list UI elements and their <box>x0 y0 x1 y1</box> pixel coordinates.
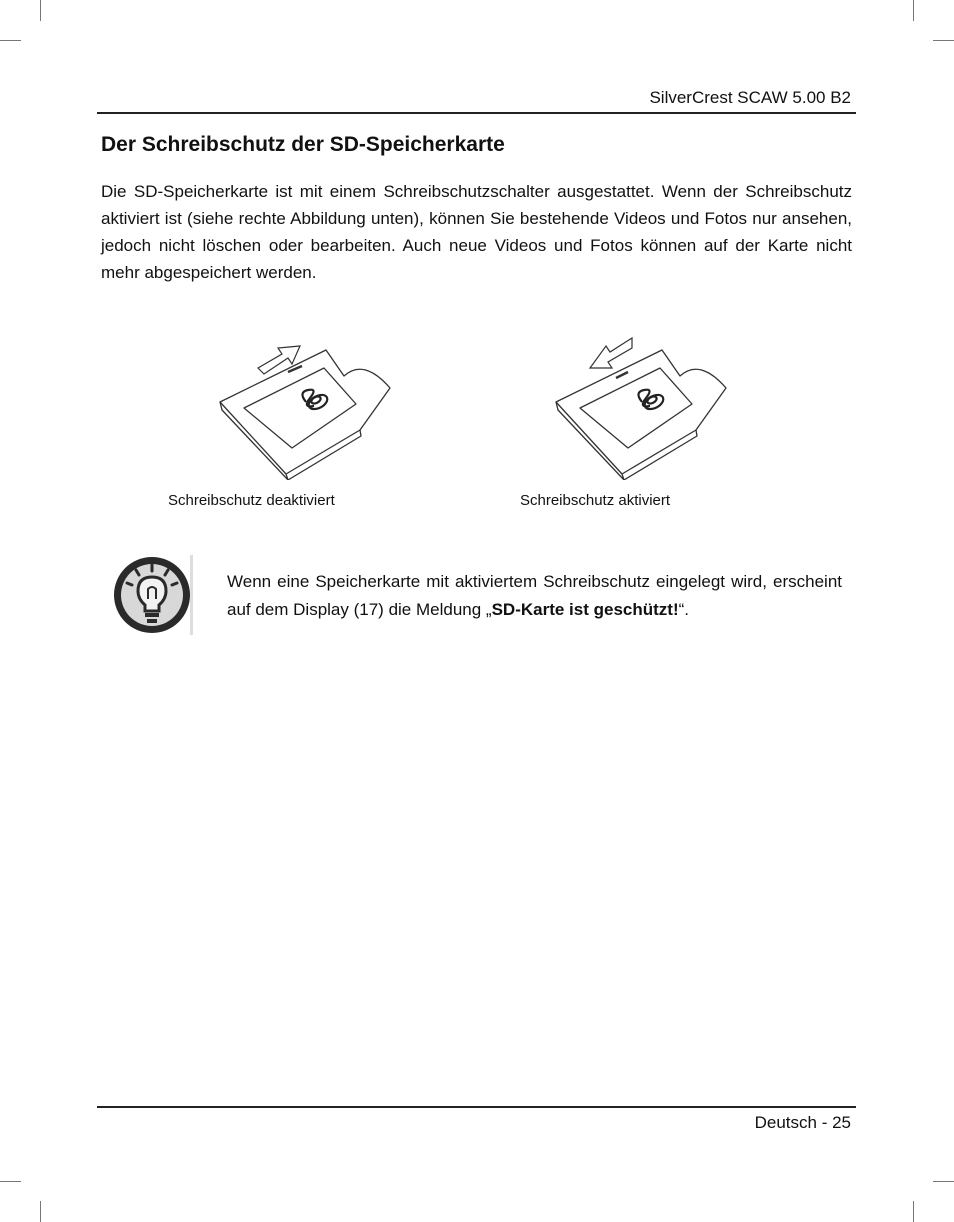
crop-mark <box>0 40 21 41</box>
footer-rule <box>97 1106 856 1108</box>
header-rule <box>97 112 856 114</box>
crop-mark <box>933 1181 954 1182</box>
section-title: Der Schreibschutz der SD-Speicherkarte <box>101 133 505 156</box>
tip-text: Wenn eine Speicherkarte mit aktiviertem Schreibschutz eingelegt wird, erscheint auf dem Display (17) die Meldung „SD-Karte ist geschützt!“. <box>227 572 842 619</box>
figure-sd-card-unlocked <box>168 328 400 509</box>
crop-mark <box>40 0 41 21</box>
crop-mark <box>933 40 954 41</box>
crop-mark <box>913 0 914 21</box>
crop-mark <box>40 1201 41 1222</box>
arrow-down-left-icon <box>590 338 632 368</box>
figure-sd-card-locked <box>520 328 736 509</box>
footer-page-number: Deutsch - 25 <box>754 1113 851 1132</box>
section-body-text: Die SD-Speicherkarte ist mit einem Schreibschutzschalter ausgestattet. Wenn der Schreibschutz aktiviert ist (siehe rechte Abbildung unten), können Sie bestehende Videos und Fotos nur ansehen, jedoch nicht löschen oder bearbeiten. Auch neue Videos und Fotos können auf der Karte nicht mehr abgespeichert werden. <box>101 182 852 282</box>
crop-mark <box>0 1181 21 1182</box>
figure-caption-locked: Schreibschutz aktiviert <box>520 492 671 509</box>
sd-card-illustration <box>210 328 400 480</box>
document-header-title: SilverCrest SCAW 5.00 B2 <box>649 88 851 107</box>
figure-caption-unlocked: Schreibschutz deaktiviert <box>168 492 335 509</box>
crop-mark <box>913 1201 914 1222</box>
lightbulb-icon <box>110 553 196 642</box>
tip-message-bold: SD-Karte ist geschützt! <box>491 600 679 619</box>
sd-card-illustration <box>546 328 736 480</box>
